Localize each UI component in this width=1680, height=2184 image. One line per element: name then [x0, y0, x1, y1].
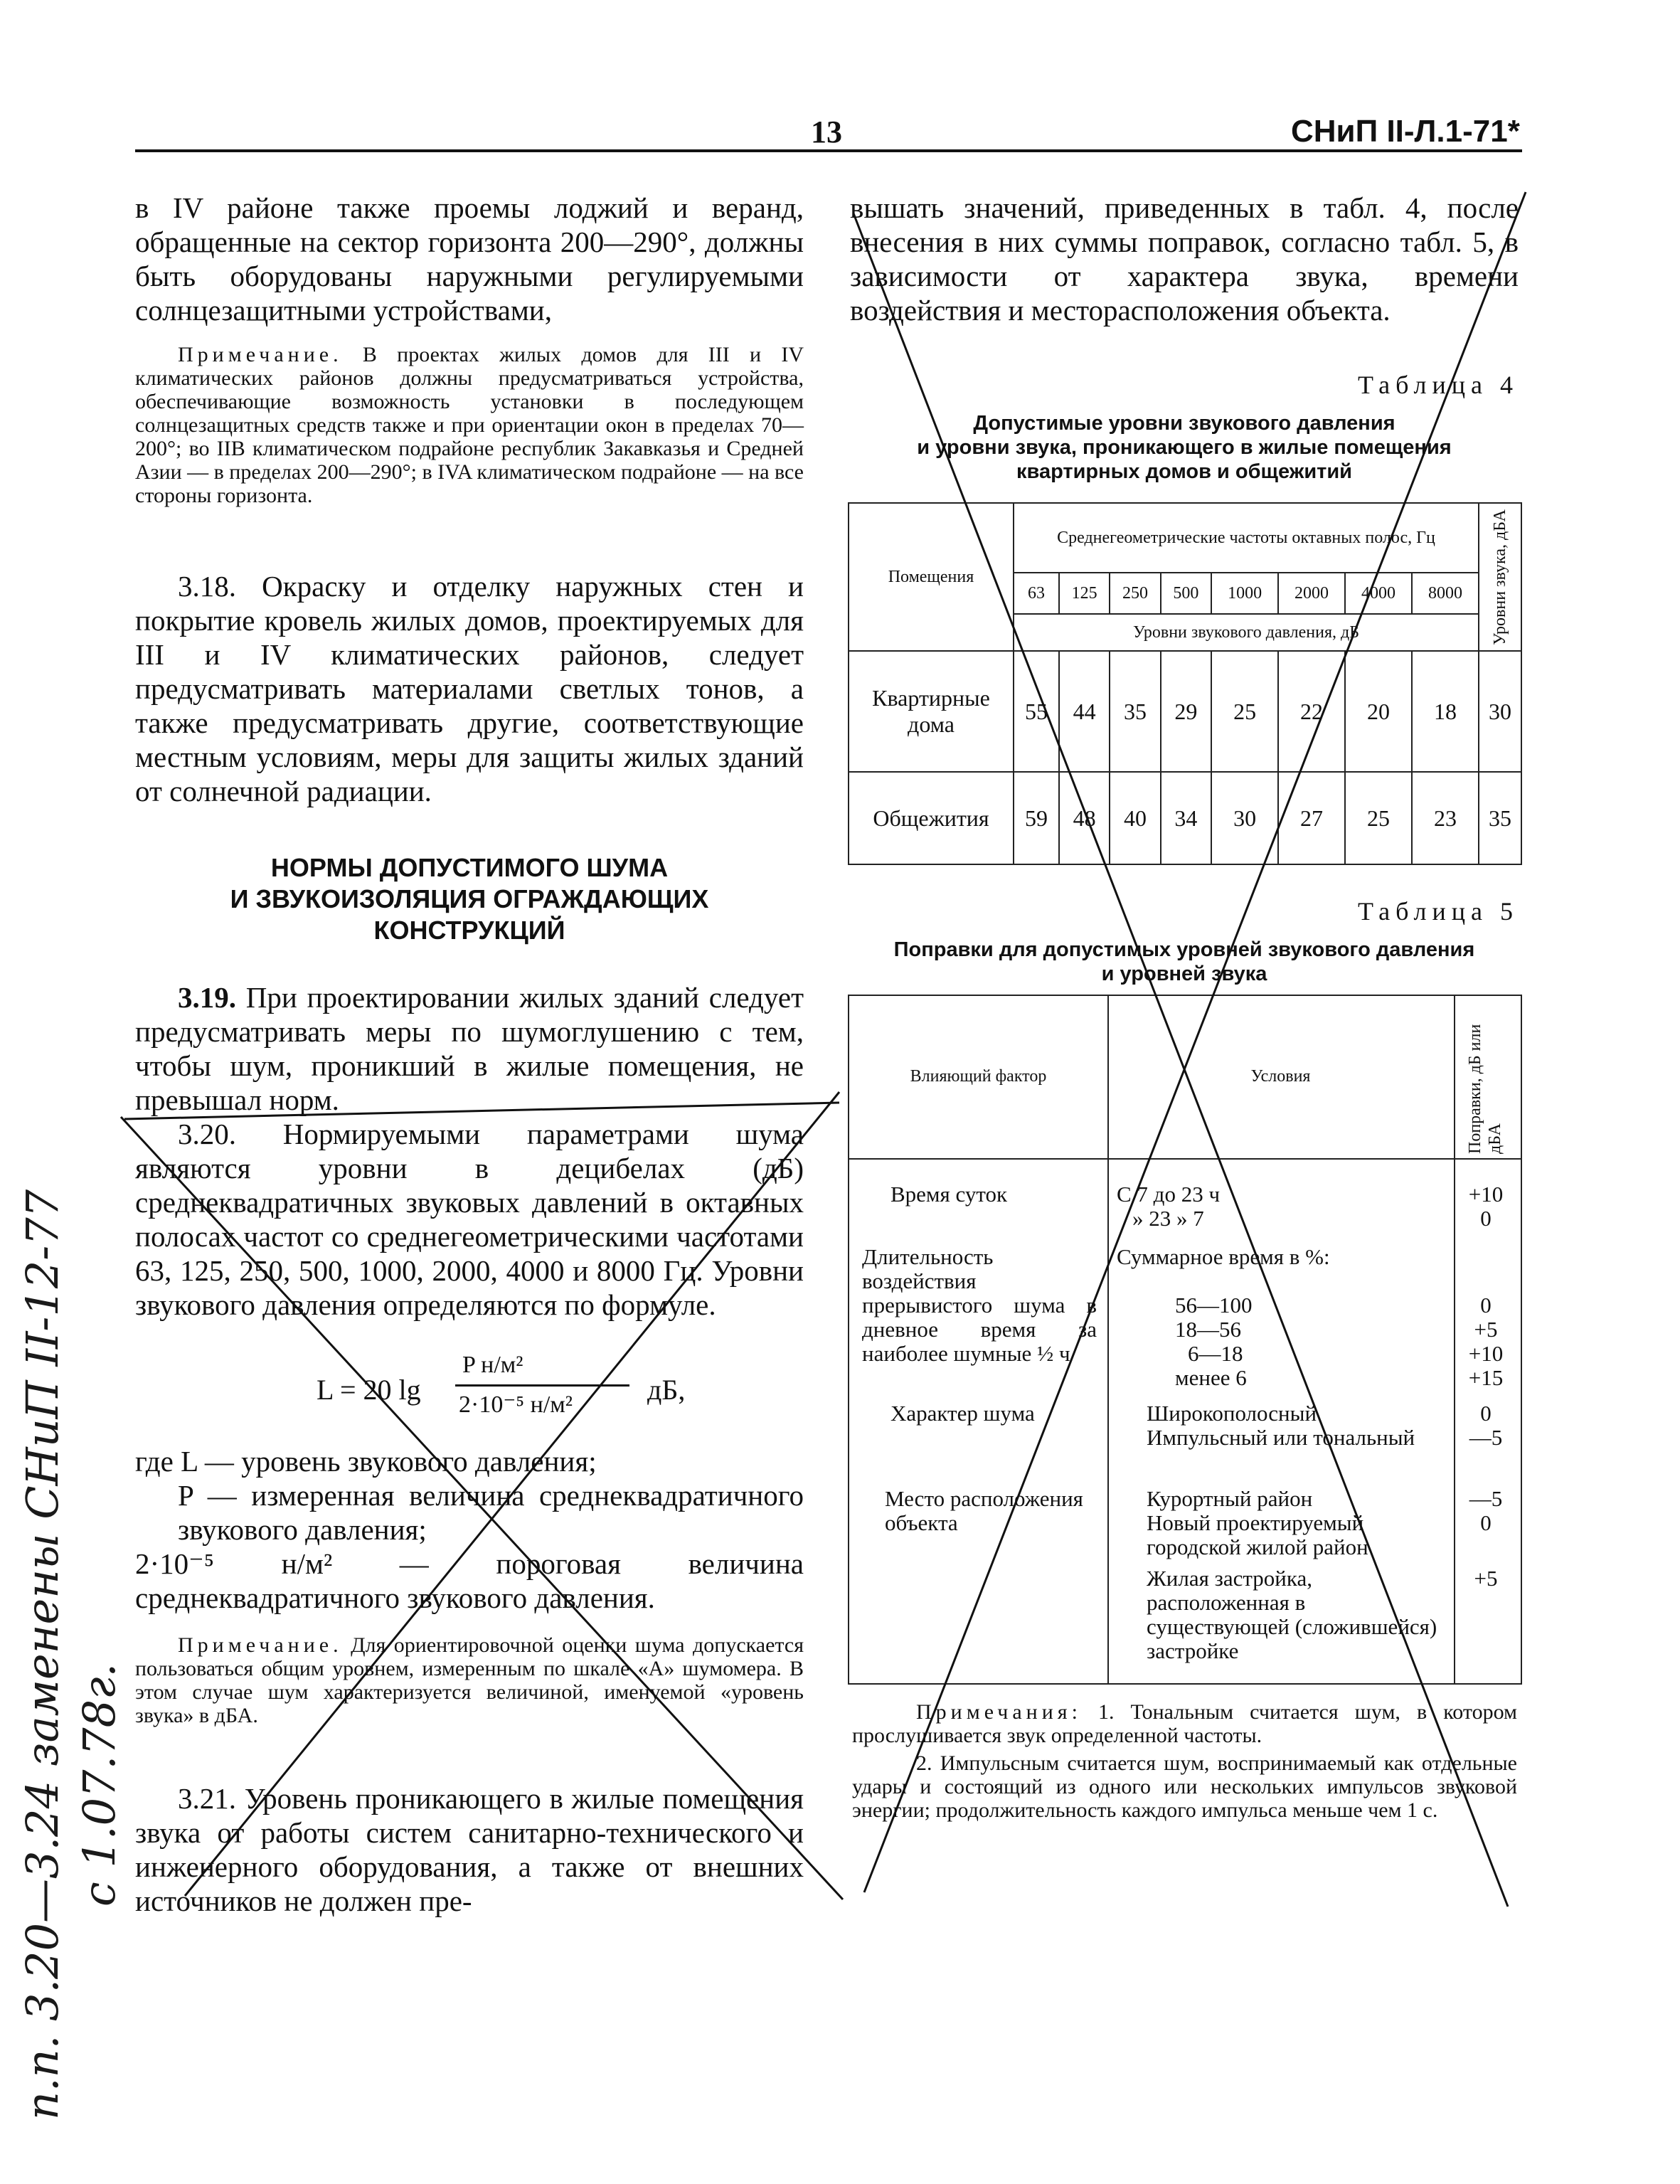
note-text: В проектах жилых домов для III и IV климатических районов должны предусматриваться устройства, обеспечивающие возможность установки в последующем солнцезащитных средств также и при ориентации окон в пределах 70—200°; во IIВ климатическом подрайоне республик Закавказья и Средней Азии — в пределах 200—290°; в IVA климатическом подрайоне — на все стороны горизонта.	[135, 343, 804, 507]
clause-number: 3.21.	[178, 1782, 236, 1815]
table-cell: 29	[1161, 651, 1211, 772]
header-frequencies: Среднегеометрические частоты октавных полос, Гц	[1014, 503, 1479, 573]
note-text: Для ориентировочной оценки шума допускается пользоваться общим уровнем, измеренным по шкале «А» шумомера. В этом случае шум характеризуется величиной, именуемой «уровень звука» в дБА.	[135, 1633, 804, 1727]
paragraph-intro: в IV районе также проемы лоджий и веранд, обращенные на сектор горизонта 200—290°, должны быть оборудованы наружными регулируемыми солнцезащитными устройствами,	[135, 191, 804, 327]
section-heading-line-3: КОНСТРУКЦИЙ	[373, 916, 565, 945]
table-4-label: Таблица 4	[1358, 371, 1519, 399]
condition-cell: 18—56	[1175, 1317, 1241, 1342]
table-cell: 27	[1278, 772, 1345, 864]
table-cell: 25	[1211, 651, 1278, 772]
table-cell: 18	[1412, 651, 1479, 772]
note-text: 1. Тональным считается шум, в котором прослушивается звук определенной частоты.	[852, 1700, 1517, 1747]
clause-number: 3.18.	[178, 570, 236, 603]
paragraph-continuation: вышать значений, приведенных в табл. 4, после внесения в них суммы поправок, согласно табл. 5, в зависимости от характера звука, времени воздействия и месторасположения объекта.	[850, 191, 1519, 327]
factor-cell: Время суток	[890, 1182, 1008, 1207]
condition-cell: 56—100	[1175, 1293, 1253, 1318]
legend-line: P — измеренная величина среднеквадратичного звукового давления;	[178, 1479, 804, 1546]
page-number: 13	[811, 115, 842, 149]
condition-cell: Импульсный или тональный	[1147, 1425, 1415, 1450]
table-cell: 48	[1059, 772, 1110, 864]
table-cell: 35	[1110, 651, 1160, 772]
table-cell: 30	[1479, 651, 1521, 772]
formula-lhs: L = 20 lg	[317, 1374, 421, 1406]
strikethrough-line	[864, 192, 1526, 1892]
note-text: 2. Импульсным считается шум, воспринимаемый как отдельные удары и состоящий из одного или нескольких импульсов звуковой энергии; продолжительность каждого импульса меньше чем 1 с.	[852, 1751, 1517, 1822]
caption-line: Допустимые уровни звукового давления	[973, 412, 1395, 435]
correction-cell: +10	[1468, 1182, 1504, 1207]
table-cell: 35	[1479, 772, 1521, 864]
condition-cell: 6—18	[1188, 1341, 1243, 1366]
strikethrough-line	[121, 1117, 843, 1899]
condition-cell: » 23 » 7	[1132, 1206, 1204, 1231]
section-heading-line-1: НОРМЫ ДОПУСТИМОГО ШУМА	[270, 853, 669, 882]
table-cell: 30	[1211, 772, 1278, 864]
caption-line: и уровней звука	[1101, 963, 1267, 985]
condition-cell: Жилая застройка, расположенная в существующей (сложившейся) застройке	[1147, 1566, 1437, 1663]
table-cell: 20	[1345, 651, 1412, 772]
freq-cell: 8000	[1412, 573, 1479, 614]
table-5-label: Таблица 5	[1358, 897, 1519, 926]
freq-cell: 125	[1059, 573, 1110, 614]
clause-text: Нормируемыми параметрами шума являются уровни в децибелах (дБ) среднеквадратичных звуковых давлений в октавных полосах частот со среднегеометрическими частотами 63, 125, 250, 500, 1000, 2000, 4000 и 8000 Гц. Уровни звукового давления определяются по формуле.	[135, 1118, 804, 1321]
correction-cell: —5	[1469, 1425, 1503, 1450]
condition-cell: Новый проектируемый городской жилой район	[1147, 1510, 1368, 1559]
section-heading-line-2: И ЗВУКОИЗОЛЯЦИЯ ОГРАЖДАЮЩИХ	[230, 884, 709, 913]
strikethrough-line	[185, 1092, 839, 1896]
note-label: Примечание.	[178, 343, 343, 366]
legend-line: где L — уровень звукового давления;	[135, 1445, 597, 1478]
table-cell: 34	[1161, 772, 1211, 864]
clause-number: 3.20.	[178, 1118, 236, 1150]
strikethrough-line	[124, 1103, 839, 1119]
clause-text: Окраску и отделку наружных стен и покрытие кровель жилых домов, проектируемых для III и IV климатических районов, следует предусматривать материалами светлых тонов, а также предусматривать другие, соответствующие местным условиям, меры для защиты жилых зданий от солнечной радиации.	[135, 570, 804, 807]
freq-cell: 250	[1110, 573, 1160, 614]
header-levels: Уровни звукового давления, дБ	[1014, 614, 1479, 651]
correction-cell: +5	[1474, 1317, 1498, 1342]
formula-unit: дБ,	[647, 1374, 686, 1406]
header-room: Помещения	[849, 503, 1014, 651]
clause-text: При проектировании жилых зданий следует предусматривать меры по шумоглушению с тем, чтобы шум, проникший в жилые помещения, не превышал норм.	[135, 981, 804, 1116]
table-cell: 23	[1412, 772, 1479, 864]
table-cell: 25	[1345, 772, 1412, 864]
legend-line: 2·10⁻⁵ н/м² — пороговая величина среднеквадратичного звукового давления.	[135, 1547, 804, 1614]
condition-cell: Курортный район	[1147, 1486, 1313, 1511]
handwritten-line: с 1.07.78г.	[73, 1663, 125, 1907]
freq-cell: 500	[1161, 573, 1211, 614]
formula-numerator: P н/м²	[462, 1352, 523, 1378]
notes-label: Примечания:	[916, 1700, 1082, 1724]
freq-cell: 63	[1014, 573, 1059, 614]
correction-cell: +5	[1474, 1566, 1498, 1591]
header-dba-text: Уровни звука, дБА	[1491, 509, 1509, 645]
clause-text: Уровень проникающего в жилые помещения звука от работы систем санитарно-технического и инженерного оборудования, а также от внешних источников не должен пре-	[135, 1782, 804, 1917]
header-corrections-text: Поправки, дБ или дБА	[1466, 1024, 1504, 1154]
factor-cell: Место расположения объекта	[885, 1486, 1083, 1535]
header-conditions: Условия	[1250, 1067, 1311, 1086]
correction-cell: +10	[1468, 1341, 1504, 1366]
row-name: Квартирные дома	[849, 651, 1014, 772]
condition-cell: С 7 до 23 ч	[1117, 1182, 1221, 1207]
caption-line: и уровни звука, проникающего в жилые помещения	[917, 436, 1452, 459]
table-cell: 40	[1110, 772, 1160, 864]
correction-cell: —5	[1469, 1486, 1503, 1511]
freq-cell: 4000	[1345, 573, 1412, 614]
correction-cell: 0	[1480, 1293, 1492, 1318]
table-cell: 22	[1278, 651, 1345, 772]
condition-cell: Широкополосный	[1147, 1401, 1317, 1426]
header-factor: Влияющий фактор	[910, 1067, 1047, 1086]
table-cell: 44	[1059, 651, 1110, 772]
document-code: СНиП II-Л.1-71*	[1291, 114, 1520, 149]
formula-denominator: 2·10⁻⁵ н/м²	[459, 1391, 573, 1418]
caption-line: квартирных домов и общежитий	[1016, 460, 1352, 483]
condition-cell: менее 6	[1175, 1365, 1247, 1390]
handwritten-line: п.п. 3.20—3.24 заменены СНиП II-12-77	[16, 1189, 68, 2120]
factor-cell: Длительность воздействия прерывистого шума в дневное время за наиболее шумные ½ ч	[862, 1244, 1097, 1366]
caption-line: Поправки для допустимых уровней звукового давления	[893, 938, 1475, 961]
freq-cell: 2000	[1278, 573, 1345, 614]
correction-cell: +15	[1468, 1365, 1504, 1390]
condition-cell: Суммарное время в %:	[1117, 1244, 1330, 1269]
table-cell: 59	[1014, 772, 1059, 864]
strikethrough-line	[854, 213, 1508, 1907]
note-label: Примечание.	[178, 1633, 343, 1657]
table-cell: 55	[1014, 651, 1059, 772]
correction-cell: 0	[1480, 1510, 1492, 1535]
factor-cell: Характер шума	[890, 1401, 1035, 1426]
freq-cell: 1000	[1211, 573, 1278, 614]
correction-cell: 0	[1480, 1401, 1492, 1426]
clause-number: 3.19.	[178, 981, 236, 1014]
row-name: Общежития	[849, 772, 1014, 864]
correction-cell: 0	[1480, 1206, 1492, 1231]
